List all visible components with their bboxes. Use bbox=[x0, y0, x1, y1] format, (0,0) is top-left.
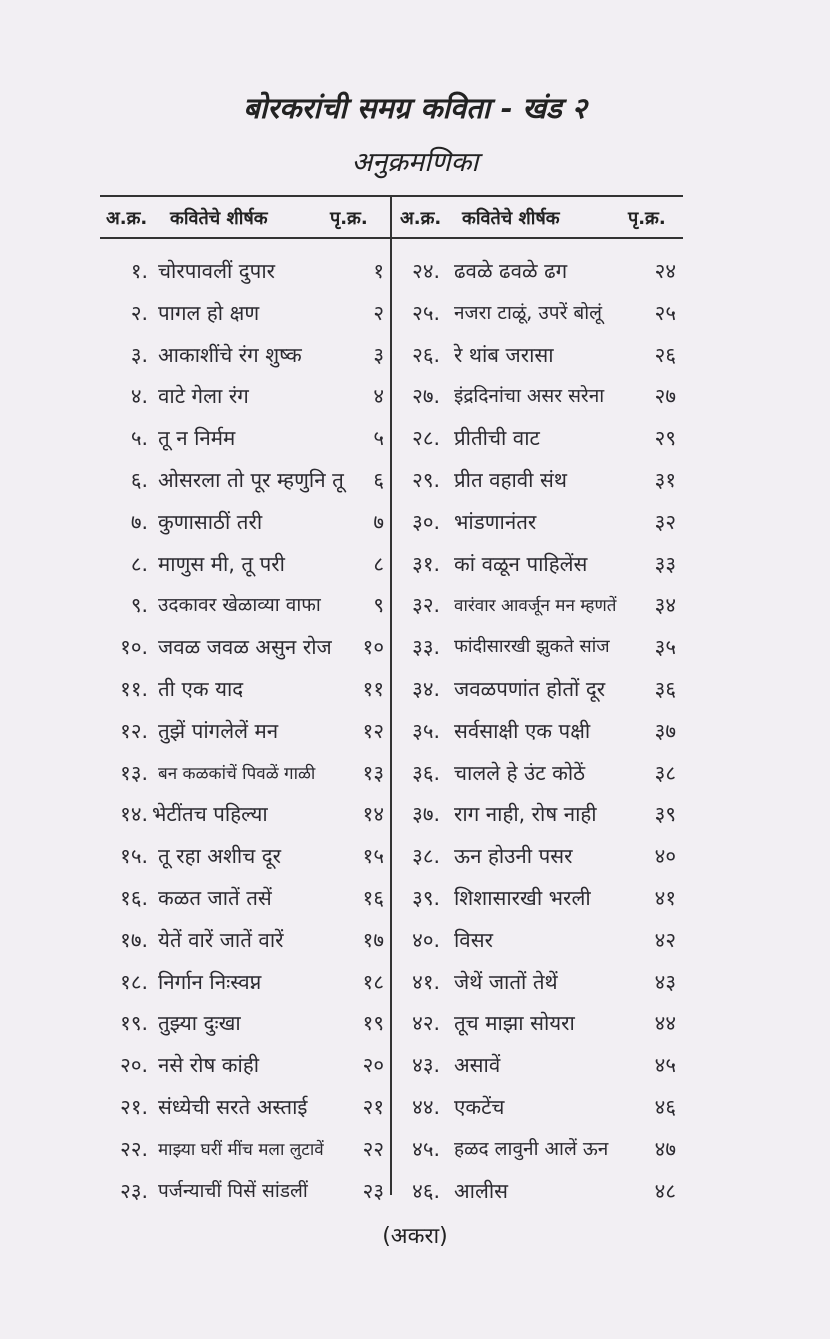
entry-page: २५ bbox=[654, 300, 676, 325]
entry-title: संध्येची सरते अस्ताई bbox=[158, 1094, 308, 1119]
entry-number: ३१. bbox=[412, 551, 440, 576]
entry-page: ४५ bbox=[654, 1053, 676, 1078]
entry-page: ४१ bbox=[654, 885, 676, 910]
entry-page: ४२ bbox=[654, 927, 676, 952]
index-row bbox=[392, 708, 682, 750]
entry-page: १६ bbox=[362, 885, 384, 910]
entry-title: माणुस मी, तू परी bbox=[158, 551, 285, 576]
index-row bbox=[392, 1084, 682, 1126]
entry-number: ३७. bbox=[412, 802, 440, 827]
entry-page: १८ bbox=[362, 969, 384, 994]
entry-number: ३३. bbox=[412, 635, 440, 660]
right-header-num: अ.क्र. bbox=[400, 208, 442, 229]
entry-page: ३९ bbox=[654, 802, 676, 827]
entry-page: ३७ bbox=[654, 718, 676, 743]
entry-number: १४. bbox=[120, 802, 148, 827]
entry-page: ३४ bbox=[654, 593, 676, 618]
entry-number: २२. bbox=[120, 1136, 148, 1161]
entry-number: ११. bbox=[120, 676, 148, 701]
right-header-page: पृ.क्र. bbox=[628, 208, 666, 229]
entry-number: १२. bbox=[120, 718, 148, 743]
entry-page: ९ bbox=[373, 593, 384, 618]
index-row bbox=[392, 373, 682, 415]
entry-title: एकटेंच bbox=[454, 1094, 505, 1119]
entry-page: ३३ bbox=[654, 551, 676, 576]
entry-number: ४३. bbox=[412, 1053, 440, 1078]
entry-page: ११ bbox=[362, 676, 384, 701]
entry-title: वारंवार आवर्जून मन म्हणतें bbox=[454, 596, 617, 617]
entry-title: कां वळून पाहिलेंस bbox=[454, 551, 588, 576]
entry-page: ४० bbox=[654, 844, 676, 869]
index-row bbox=[100, 1126, 390, 1168]
left-header-title: कवितेचे शीर्षक bbox=[170, 208, 268, 229]
entry-page: २६ bbox=[654, 342, 676, 367]
index-row bbox=[100, 332, 390, 374]
index-row bbox=[392, 917, 682, 959]
entry-page: २१ bbox=[362, 1094, 384, 1119]
entry-number: १९. bbox=[120, 1011, 148, 1036]
entry-title: जवळ जवळ असुन रोज bbox=[158, 635, 332, 660]
index-row bbox=[392, 457, 682, 499]
index-row bbox=[392, 499, 682, 541]
entry-title: फांदीसारखी झुकते सांज bbox=[454, 636, 610, 658]
entry-title: निर्गान निःस्वप्न bbox=[158, 969, 262, 994]
entry-page: ३१ bbox=[654, 467, 676, 492]
entry-page: ४७ bbox=[654, 1136, 676, 1161]
index-row bbox=[100, 791, 390, 833]
index-row bbox=[100, 499, 390, 541]
index-row bbox=[392, 791, 682, 833]
index-row bbox=[392, 541, 682, 583]
entry-title: पर्जन्याचीं पिसें सांडलीं bbox=[158, 1179, 308, 1202]
entry-page: १७ bbox=[362, 927, 384, 952]
entry-title: राग नाही, रोष नाही bbox=[454, 802, 597, 827]
index-row bbox=[392, 875, 682, 917]
entry-number: ४४. bbox=[412, 1094, 440, 1119]
entry-title: विसर bbox=[454, 927, 493, 952]
entry-title: भांडणानंतर bbox=[454, 509, 537, 534]
index-row bbox=[100, 457, 390, 499]
index-row bbox=[392, 750, 682, 792]
entry-number: १३. bbox=[120, 760, 148, 785]
entry-page: २३ bbox=[362, 1178, 384, 1203]
entry-number: ४५. bbox=[412, 1136, 440, 1161]
index-row bbox=[100, 875, 390, 917]
book-title: बोरकरांची समग्र कविता - खंड २ bbox=[243, 91, 587, 125]
index-row bbox=[392, 1000, 682, 1042]
left-index-column bbox=[100, 248, 390, 1209]
entry-page: ४३ bbox=[654, 969, 676, 994]
index-row bbox=[100, 917, 390, 959]
entry-number: १५. bbox=[120, 844, 148, 869]
entry-page: २४ bbox=[654, 259, 676, 283]
entry-title: तू रहा अशीच दूर bbox=[158, 844, 282, 869]
entry-title: असावें bbox=[454, 1053, 501, 1078]
entry-number: ५. bbox=[130, 426, 148, 451]
index-row bbox=[100, 750, 390, 792]
entry-page: २ bbox=[373, 300, 384, 325]
entry-title: तुझ्या दुःखा bbox=[158, 1011, 241, 1036]
index-row bbox=[100, 373, 390, 415]
entry-number: १६. bbox=[120, 885, 148, 910]
entry-title: येतें वारें जातें वारें bbox=[158, 927, 284, 952]
page-number: (अकरा) bbox=[382, 1224, 448, 1249]
entry-number: ३५. bbox=[412, 718, 440, 743]
entry-title: बन कळकांचें पिवळें गाळी bbox=[158, 763, 316, 784]
entry-number: २८. bbox=[412, 426, 440, 451]
entry-number: ७. bbox=[130, 509, 148, 534]
entry-title: शिशासारखी भरली bbox=[454, 885, 591, 910]
left-header-page: पृ.क्र. bbox=[330, 208, 368, 229]
index-row bbox=[100, 582, 390, 624]
index-row bbox=[392, 624, 682, 666]
entry-number: ४२. bbox=[412, 1011, 440, 1036]
entry-title: इंद्रदिनांचा असर सरेना bbox=[454, 385, 605, 408]
entry-title: जवळपणांत होतों दूर bbox=[454, 676, 606, 701]
entry-title: ती एक याद bbox=[158, 676, 244, 701]
index-row bbox=[100, 290, 390, 332]
entry-number: २३. bbox=[120, 1178, 148, 1203]
entry-title: तुझें पांगलेलें मन bbox=[158, 718, 279, 743]
entry-page: ३२ bbox=[654, 509, 676, 534]
index-row bbox=[100, 708, 390, 750]
entry-title: ऊन होउनी पसर bbox=[454, 844, 573, 869]
entry-page: ३५ bbox=[654, 635, 676, 660]
index-row bbox=[392, 1126, 682, 1168]
entry-number: २९. bbox=[412, 467, 440, 492]
entry-page: ८ bbox=[373, 551, 384, 576]
entry-number: २६. bbox=[412, 342, 440, 367]
index-row bbox=[100, 1000, 390, 1042]
entry-title: हळद लावुनी आलें ऊन bbox=[454, 1137, 609, 1160]
entry-title: प्रीतीची वाट bbox=[454, 426, 540, 451]
index-row bbox=[100, 624, 390, 666]
index-row bbox=[100, 1042, 390, 1084]
entry-title: नसे रोष कांही bbox=[158, 1053, 260, 1078]
entry-number: २७. bbox=[412, 384, 440, 409]
entry-page: २७ bbox=[654, 384, 676, 409]
entry-page: ४८ bbox=[654, 1178, 676, 1203]
entry-page: १४ bbox=[362, 802, 384, 827]
entry-title: ओसरला तो पूर म्हणुनि तू bbox=[158, 467, 344, 492]
entry-number: ३४. bbox=[412, 676, 440, 701]
entry-number: १७. bbox=[120, 927, 148, 952]
entry-number: ३. bbox=[130, 342, 148, 367]
entry-page: १५ bbox=[362, 844, 384, 869]
index-row bbox=[100, 959, 390, 1001]
entry-page: ७ bbox=[373, 509, 384, 534]
entry-title: नजरा टाळूं, उपरें बोलूं bbox=[454, 301, 603, 324]
entry-title: भेटींतच पहिल्या bbox=[152, 802, 268, 827]
entry-number: ४. bbox=[130, 384, 148, 409]
entry-number: ४६. bbox=[412, 1178, 440, 1203]
entry-page: ४ bbox=[373, 384, 384, 409]
index-row bbox=[392, 1168, 682, 1210]
entry-number: ३८. bbox=[412, 844, 440, 869]
index-row bbox=[392, 1042, 682, 1084]
entry-title: सर्वसाक्षी एक पक्षी bbox=[454, 718, 591, 743]
entry-title: माझ्या घरीं मींच मला लुटावें bbox=[158, 1139, 324, 1160]
index-heading: अनुक्रमणिका bbox=[351, 147, 479, 178]
left-header-num: अ.क्र. bbox=[106, 208, 148, 229]
index-row bbox=[100, 1168, 390, 1210]
entry-title: पागल हो क्षण bbox=[158, 300, 260, 325]
entry-title: आकाशींचे रंग शुष्क bbox=[158, 342, 302, 367]
entry-number: ६. bbox=[130, 467, 148, 492]
index-row bbox=[392, 666, 682, 708]
entry-page: ३८ bbox=[654, 760, 676, 785]
entry-number: २. bbox=[130, 300, 148, 325]
index-row bbox=[100, 833, 390, 875]
entry-page: ४४ bbox=[654, 1011, 676, 1036]
entry-number: ३२. bbox=[412, 593, 440, 618]
index-row bbox=[392, 582, 682, 624]
entry-title: रे थांब जरासा bbox=[454, 342, 554, 367]
entry-page: १९ bbox=[362, 1011, 384, 1036]
entry-number: ३९. bbox=[412, 885, 440, 910]
entry-page: ४६ bbox=[654, 1094, 676, 1119]
entry-page: ५ bbox=[373, 426, 384, 451]
entry-number: १०. bbox=[120, 635, 148, 660]
index-row bbox=[392, 415, 682, 457]
entry-title: वाटे गेला रंग bbox=[158, 384, 249, 409]
entry-title: चालले हे उंट कोठें bbox=[454, 760, 586, 785]
entry-title: ढवळे ढवळे ढग bbox=[454, 259, 568, 283]
entry-page: ३ bbox=[373, 342, 384, 367]
index-row bbox=[392, 332, 682, 374]
entry-number: २५. bbox=[412, 300, 440, 325]
entry-page: २० bbox=[362, 1053, 384, 1078]
index-row bbox=[392, 959, 682, 1001]
entry-number: ३६. bbox=[412, 760, 440, 785]
entry-page: ३६ bbox=[654, 676, 676, 701]
index-row bbox=[100, 248, 390, 290]
entry-page: १२ bbox=[362, 718, 384, 743]
index-row bbox=[100, 415, 390, 457]
index-row bbox=[392, 248, 682, 290]
entry-number: ८. bbox=[130, 551, 148, 576]
entry-title: तू न निर्मम bbox=[158, 426, 236, 451]
entry-number: ४१. bbox=[412, 969, 440, 994]
entry-page: २९ bbox=[654, 426, 676, 451]
index-row bbox=[100, 666, 390, 708]
right-index-column bbox=[392, 248, 682, 1209]
entry-page: ६ bbox=[373, 467, 384, 492]
index-row bbox=[100, 1084, 390, 1126]
entry-title: जेथें जातों तेथें bbox=[454, 969, 558, 994]
index-row bbox=[392, 290, 682, 332]
entry-page: १० bbox=[362, 635, 384, 660]
entry-number: २०. bbox=[120, 1053, 148, 1078]
entry-title: प्रीत वहावी संथ bbox=[454, 467, 567, 492]
entry-title: कुणासाठीं तरी bbox=[158, 509, 263, 534]
entry-title: आलीस bbox=[454, 1178, 509, 1203]
index-row bbox=[100, 541, 390, 583]
entry-number: १८. bbox=[120, 969, 148, 994]
entry-title: चोरपावलीं दुपार bbox=[158, 259, 276, 283]
entry-page: १ bbox=[373, 259, 384, 283]
entry-title: उदकावर खेळाव्या वाफा bbox=[158, 594, 321, 617]
entry-number: ९. bbox=[130, 593, 148, 618]
entry-title: कळत जातें तसें bbox=[158, 885, 272, 910]
entry-number: २४. bbox=[412, 259, 440, 283]
right-header-title: कवितेचे शीर्षक bbox=[462, 208, 560, 229]
entry-page: २२ bbox=[362, 1136, 384, 1161]
entry-page: १३ bbox=[362, 760, 384, 785]
entry-number: २१. bbox=[120, 1094, 148, 1119]
entry-number: १. bbox=[130, 259, 148, 283]
index-row bbox=[392, 833, 682, 875]
entry-number: ४०. bbox=[412, 927, 440, 952]
entry-title: तूच माझा सोयरा bbox=[454, 1011, 575, 1036]
entry-number: ३०. bbox=[412, 509, 440, 534]
